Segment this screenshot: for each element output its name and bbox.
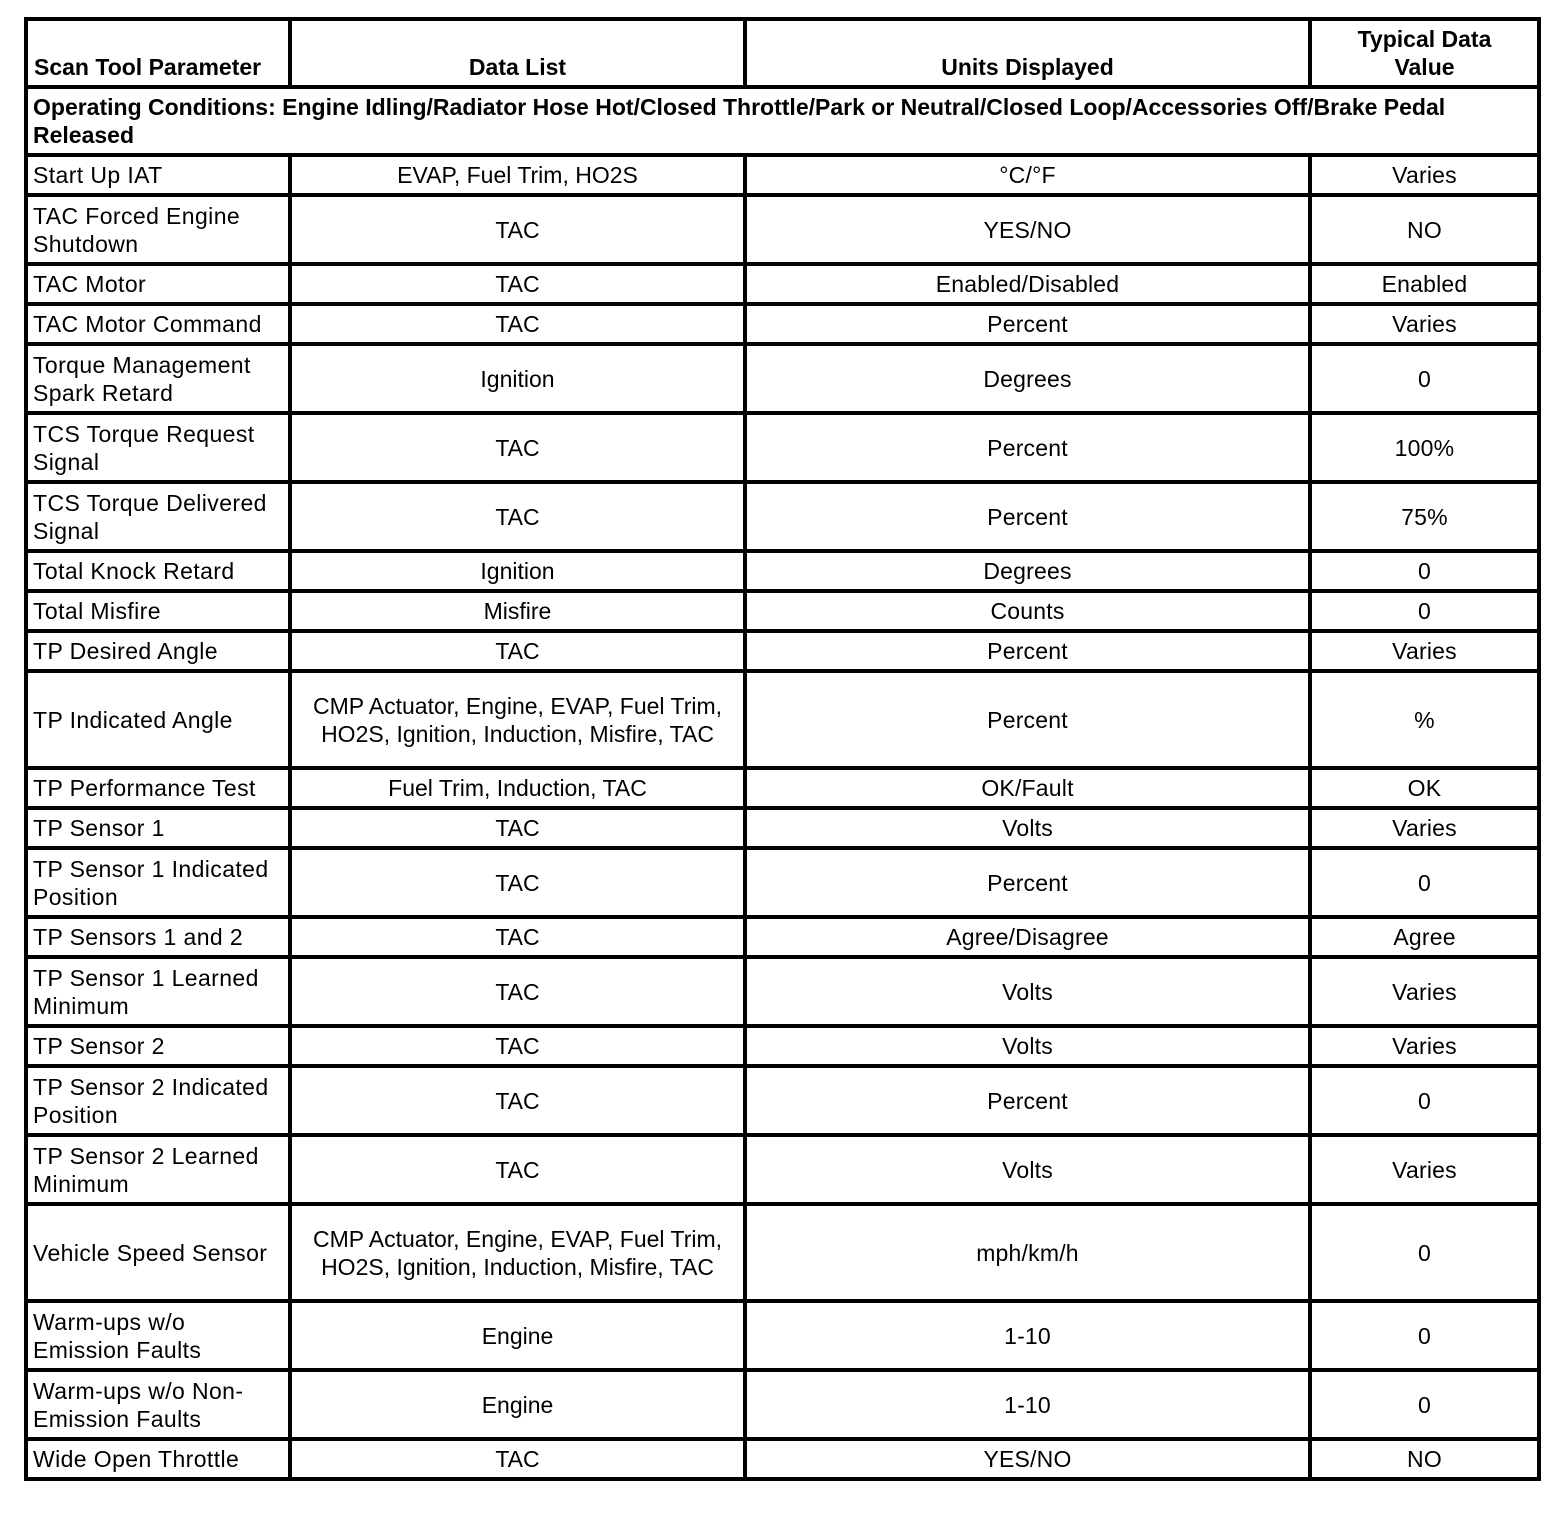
- cell-units: YES/NO: [745, 1439, 1310, 1479]
- cell-typical-value: 0: [1310, 344, 1539, 413]
- cell-data-list: TAC: [290, 1066, 745, 1135]
- table-row: [26, 671, 1539, 768]
- header-typical-data-value-line1: Typical Data: [1357, 26, 1492, 52]
- cell-units: Percent: [745, 482, 1310, 551]
- cell-parameter: Torque Management Spark Retard: [26, 344, 290, 413]
- scan-tool-data-table: [24, 17, 1541, 1481]
- cell-parameter: TP Sensors 1 and 2: [26, 917, 290, 957]
- cell-data-list: TAC: [290, 917, 745, 957]
- cell-typical-value: 0: [1310, 551, 1539, 591]
- cell-typical-value: 0: [1310, 1066, 1539, 1135]
- cell-typical-value: Varies: [1310, 304, 1539, 344]
- table-row: [26, 768, 1539, 808]
- cell-typical-value: Varies: [1310, 1135, 1539, 1204]
- cell-parameter: TP Performance Test: [26, 768, 290, 808]
- table-row: [26, 1026, 1539, 1066]
- header-data-list: Data List: [290, 19, 745, 87]
- cell-parameter: TP Sensor 2 Indicated Position: [26, 1066, 290, 1135]
- cell-parameter: Warm-ups w/o Emission Faults: [26, 1301, 290, 1370]
- cell-typical-value: 0: [1310, 1204, 1539, 1301]
- cell-typical-value: Varies: [1310, 957, 1539, 1026]
- cell-data-list: TAC: [290, 808, 745, 848]
- cell-typical-value: 75%: [1310, 482, 1539, 551]
- table-row: [26, 551, 1539, 591]
- cell-parameter: TAC Motor: [26, 264, 290, 304]
- cell-parameter: TP Sensor 2: [26, 1026, 290, 1066]
- cell-units: Percent: [745, 631, 1310, 671]
- cell-parameter: TP Sensor 1 Indicated Position: [26, 848, 290, 917]
- document-page: [24, 17, 1541, 1481]
- cell-parameter: TP Sensor 2 Learned Minimum: [26, 1135, 290, 1204]
- cell-units: Volts: [745, 1135, 1310, 1204]
- cell-data-list: Misfire: [290, 591, 745, 631]
- cell-data-list: TAC: [290, 1439, 745, 1479]
- cell-units: Percent: [745, 671, 1310, 768]
- cell-units: Degrees: [745, 551, 1310, 591]
- table-row: [26, 1301, 1539, 1370]
- cell-units: Agree/Disagree: [745, 917, 1310, 957]
- cell-data-list: TAC: [290, 482, 745, 551]
- cell-data-list: TAC: [290, 1135, 745, 1204]
- table-row: [26, 957, 1539, 1026]
- table-row: [26, 304, 1539, 344]
- cell-typical-value: 0: [1310, 591, 1539, 631]
- table-row: [26, 482, 1539, 551]
- cell-units: mph/km/h: [745, 1204, 1310, 1301]
- cell-parameter: TAC Motor Command: [26, 304, 290, 344]
- cell-parameter: TP Indicated Angle: [26, 671, 290, 768]
- header-units-displayed: Units Displayed: [745, 19, 1310, 87]
- header-row: [26, 19, 1539, 87]
- cell-typical-value: Varies: [1310, 155, 1539, 195]
- cell-units: Volts: [745, 957, 1310, 1026]
- cell-typical-value: Agree: [1310, 917, 1539, 957]
- cell-data-list: TAC: [290, 631, 745, 671]
- cell-data-list: TAC: [290, 304, 745, 344]
- cell-data-list: TAC: [290, 848, 745, 917]
- cell-units: 1-10: [745, 1301, 1310, 1370]
- cell-units: YES/NO: [745, 195, 1310, 264]
- cell-typical-value: Varies: [1310, 631, 1539, 671]
- cell-typical-value: 100%: [1310, 413, 1539, 482]
- table-row: [26, 848, 1539, 917]
- cell-typical-value: 0: [1310, 1301, 1539, 1370]
- table-row: [26, 413, 1539, 482]
- cell-units: 1-10: [745, 1370, 1310, 1439]
- cell-data-list: CMP Actuator, Engine, EVAP, Fuel Trim, HO2S, Ignition, Induction, Misfire, TAC: [290, 1204, 745, 1301]
- cell-typical-value: %: [1310, 671, 1539, 768]
- table-row: [26, 808, 1539, 848]
- cell-data-list: TAC: [290, 264, 745, 304]
- operating-conditions: Operating Conditions: Engine Idling/Radiator Hose Hot/Closed Throttle/Park or Neutral/Closed Loop/Accessories Off/Brake Pedal Released: [26, 87, 1539, 155]
- header-scan-tool-parameter: Scan Tool Parameter: [26, 19, 290, 87]
- cell-units: Degrees: [745, 344, 1310, 413]
- cell-parameter: Vehicle Speed Sensor: [26, 1204, 290, 1301]
- cell-data-list: Engine: [290, 1301, 745, 1370]
- cell-data-list: EVAP, Fuel Trim, HO2S: [290, 155, 745, 195]
- cell-units: Percent: [745, 413, 1310, 482]
- cell-units: Percent: [745, 848, 1310, 917]
- cell-units: Volts: [745, 1026, 1310, 1066]
- cell-units: Counts: [745, 591, 1310, 631]
- cell-data-list: CMP Actuator, Engine, EVAP, Fuel Trim, HO2S, Ignition, Induction, Misfire, TAC: [290, 671, 745, 768]
- cell-data-list: TAC: [290, 413, 745, 482]
- cell-data-list: TAC: [290, 1026, 745, 1066]
- table-row: [26, 195, 1539, 264]
- cell-typical-value: 0: [1310, 1370, 1539, 1439]
- header-typical-data-value: [1310, 19, 1539, 87]
- cell-parameter: Total Knock Retard: [26, 551, 290, 591]
- cell-typical-value: Varies: [1310, 808, 1539, 848]
- cell-parameter: TCS Torque Delivered Signal: [26, 482, 290, 551]
- table-row: [26, 1439, 1539, 1479]
- cell-typical-value: NO: [1310, 195, 1539, 264]
- table-row: [26, 264, 1539, 304]
- cell-data-list: Fuel Trim, Induction, TAC: [290, 768, 745, 808]
- table-row: [26, 1135, 1539, 1204]
- table-row: [26, 591, 1539, 631]
- cell-typical-value: Varies: [1310, 1026, 1539, 1066]
- table-row: [26, 1066, 1539, 1135]
- table-row: [26, 917, 1539, 957]
- table-row: [26, 155, 1539, 195]
- operating-conditions-row: [26, 87, 1539, 155]
- cell-typical-value: Enabled: [1310, 264, 1539, 304]
- cell-data-list: TAC: [290, 957, 745, 1026]
- cell-parameter: TCS Torque Request Signal: [26, 413, 290, 482]
- cell-units: OK/Fault: [745, 768, 1310, 808]
- cell-parameter: TP Desired Angle: [26, 631, 290, 671]
- cell-units: Percent: [745, 304, 1310, 344]
- cell-units: Percent: [745, 1066, 1310, 1135]
- cell-parameter: TP Sensor 1 Learned Minimum: [26, 957, 290, 1026]
- cell-parameter: Wide Open Throttle: [26, 1439, 290, 1479]
- cell-typical-value: 0: [1310, 848, 1539, 917]
- cell-data-list: Engine: [290, 1370, 745, 1439]
- cell-parameter: Total Misfire: [26, 591, 290, 631]
- cell-parameter: Start Up IAT: [26, 155, 290, 195]
- table-row: [26, 1370, 1539, 1439]
- cell-units: °C/°F: [745, 155, 1310, 195]
- cell-parameter: TP Sensor 1: [26, 808, 290, 848]
- cell-data-list: Ignition: [290, 344, 745, 413]
- cell-data-list: TAC: [290, 195, 745, 264]
- table-row: [26, 344, 1539, 413]
- cell-typical-value: OK: [1310, 768, 1539, 808]
- cell-units: Enabled/Disabled: [745, 264, 1310, 304]
- cell-units: Volts: [745, 808, 1310, 848]
- header-typical-data-value-line2: Value: [1394, 54, 1455, 80]
- cell-parameter: TAC Forced Engine Shutdown: [26, 195, 290, 264]
- cell-parameter: Warm-ups w/o Non-Emission Faults: [26, 1370, 290, 1439]
- table-row: [26, 631, 1539, 671]
- cell-data-list: Ignition: [290, 551, 745, 591]
- table-row: [26, 1204, 1539, 1301]
- cell-typical-value: NO: [1310, 1439, 1539, 1479]
